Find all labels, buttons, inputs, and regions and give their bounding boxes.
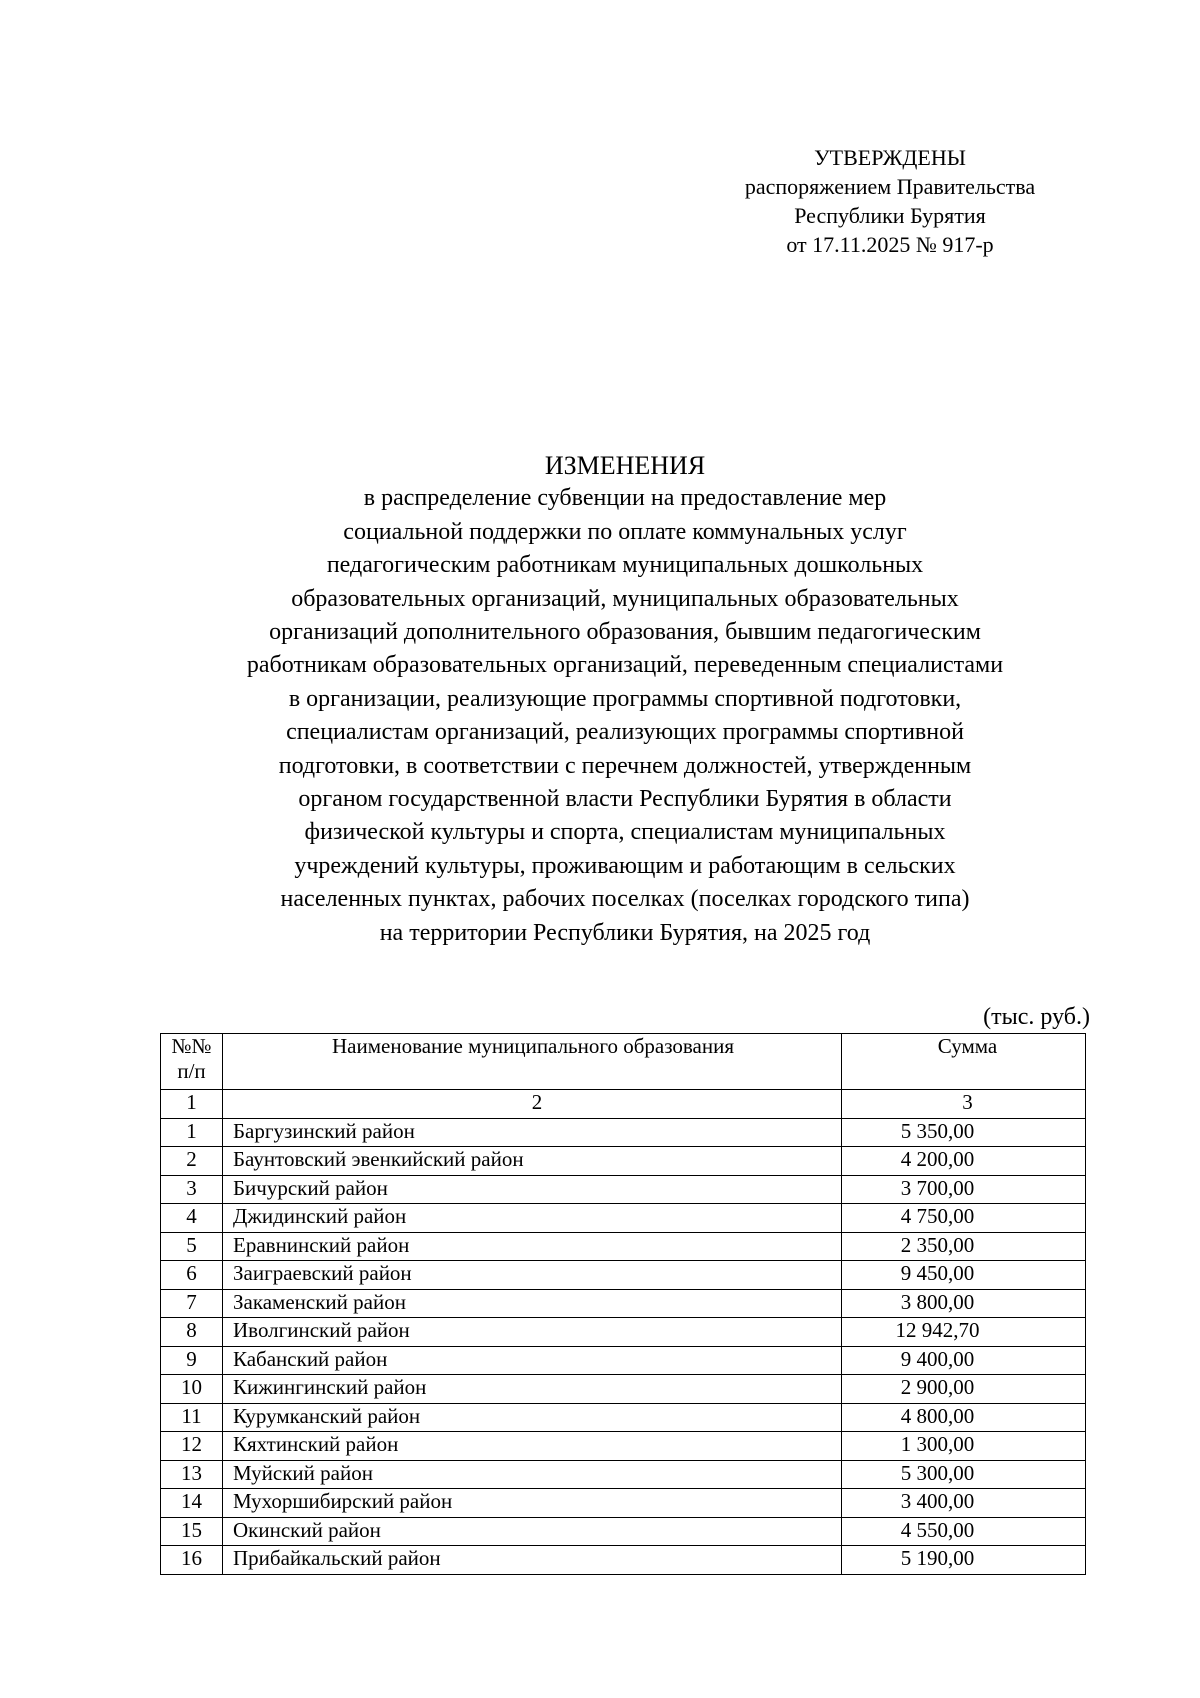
row-sum: 3 800,00 xyxy=(842,1289,1086,1318)
row-sum: 2 900,00 xyxy=(842,1375,1086,1404)
table-row xyxy=(161,1489,1086,1518)
title-line: на территории Республики Бурятия, на 2025 год xyxy=(379,919,871,946)
title-line: населенных пунктах, рабочих поселках (поселках городского типа) xyxy=(280,886,970,913)
row-number: 13 xyxy=(161,1460,223,1489)
row-number: 2 xyxy=(161,1147,223,1176)
row-sum: 5 350,00 xyxy=(842,1118,1086,1147)
row-number: 14 xyxy=(161,1489,223,1518)
row-municipality: Бичурский район xyxy=(223,1175,842,1204)
row-number: 4 xyxy=(161,1204,223,1233)
table-row xyxy=(161,1546,1086,1575)
title-line: образовательных организаций, муниципальных образовательных xyxy=(291,585,959,612)
row-number: 9 xyxy=(161,1346,223,1375)
column-index: 2 xyxy=(223,1090,842,1119)
row-municipality: Кяхтинский район xyxy=(223,1432,842,1461)
row-municipality: Кабанский район xyxy=(223,1346,842,1375)
row-number: 3 xyxy=(161,1175,223,1204)
title-line: в распределение субвенции на предоставление мер xyxy=(363,485,887,512)
table-header-row xyxy=(161,1034,1086,1090)
table-row xyxy=(161,1232,1086,1261)
row-sum: 9 400,00 xyxy=(842,1346,1086,1375)
row-sum: 5 190,00 xyxy=(842,1546,1086,1575)
table-row xyxy=(161,1204,1086,1233)
units-label: (тыс. руб.) xyxy=(983,1004,1090,1030)
title-line: в организации, реализующие программы спортивной подготовки, xyxy=(288,685,962,712)
title-line: физической культуры и спорта, специалистам муниципальных xyxy=(304,819,946,846)
row-sum: 4 800,00 xyxy=(842,1403,1086,1432)
row-municipality: Окинский район xyxy=(223,1517,842,1546)
row-number: 16 xyxy=(161,1546,223,1575)
column-index-row xyxy=(161,1090,1086,1119)
table-row xyxy=(161,1118,1086,1147)
row-municipality: Мухоршибирский район xyxy=(223,1489,842,1518)
row-number: 6 xyxy=(161,1261,223,1290)
title-line: подготовки, в соответствии с перечнем должностей, утвержденным xyxy=(278,752,972,779)
table-row xyxy=(161,1346,1086,1375)
table-row xyxy=(161,1517,1086,1546)
row-sum: 3 700,00 xyxy=(842,1175,1086,1204)
header-number-line1: №№ xyxy=(171,1034,212,1058)
row-number: 8 xyxy=(161,1318,223,1347)
row-number: 12 xyxy=(161,1432,223,1461)
header-number xyxy=(161,1034,223,1090)
row-municipality: Кижингинский район xyxy=(223,1375,842,1404)
header-name: Наименование муниципального образования xyxy=(223,1034,842,1090)
row-municipality: Прибайкальский район xyxy=(223,1546,842,1575)
row-sum: 2 350,00 xyxy=(842,1232,1086,1261)
document-heading: ИЗМЕНЕНИЯ xyxy=(544,451,706,480)
row-number: 11 xyxy=(161,1403,223,1432)
row-number: 5 xyxy=(161,1232,223,1261)
row-municipality: Иволгинский район xyxy=(223,1318,842,1347)
table-row xyxy=(161,1432,1086,1461)
row-municipality: Еравнинский район xyxy=(223,1232,842,1261)
row-number: 10 xyxy=(161,1375,223,1404)
header-number-line2: п/п xyxy=(177,1059,206,1083)
row-sum: 12 942,70 xyxy=(842,1318,1086,1347)
row-sum: 4 750,00 xyxy=(842,1204,1086,1233)
table-row xyxy=(161,1261,1086,1290)
column-index: 3 xyxy=(842,1090,1086,1119)
distribution-table xyxy=(160,1033,1086,1575)
title-line: педагогическим работникам муниципальных дошкольных xyxy=(326,552,924,579)
row-municipality: Закаменский район xyxy=(223,1289,842,1318)
table-row xyxy=(161,1403,1086,1432)
row-number: 15 xyxy=(161,1517,223,1546)
document-title xyxy=(100,449,1150,950)
table-row xyxy=(161,1375,1086,1404)
table-row xyxy=(161,1318,1086,1347)
row-sum: 1 300,00 xyxy=(842,1432,1086,1461)
row-municipality: Джидинский район xyxy=(223,1204,842,1233)
title-line: социальной поддержки по оплате коммунальных услуг xyxy=(343,518,907,545)
column-index: 1 xyxy=(161,1090,223,1119)
row-municipality: Баунтовский эвенкийский район xyxy=(223,1147,842,1176)
table-row xyxy=(161,1147,1086,1176)
row-municipality: Заиграевский район xyxy=(223,1261,842,1290)
row-number: 1 xyxy=(161,1118,223,1147)
table-row xyxy=(161,1289,1086,1318)
approval-republic: Республики Бурятия xyxy=(794,203,986,228)
approval-date-number: от 17.11.2025 № 917-р xyxy=(786,232,994,257)
row-number: 7 xyxy=(161,1289,223,1318)
row-sum: 5 300,00 xyxy=(842,1460,1086,1489)
row-sum: 4 550,00 xyxy=(842,1517,1086,1546)
title-line: организаций дополнительного образования, бывшим педагогическим xyxy=(269,619,981,646)
approval-authority: распоряжением Правительства xyxy=(744,174,1036,199)
title-line: органом государственной власти Республики Бурятия в области xyxy=(298,786,952,813)
row-municipality: Курумканский район xyxy=(223,1403,842,1432)
row-municipality: Муйский район xyxy=(223,1460,842,1489)
row-sum: 3 400,00 xyxy=(842,1489,1086,1518)
title-line: работникам образовательных организаций, переведенным специалистами xyxy=(246,652,1004,679)
approval-title: УТВЕРЖДЕНЫ xyxy=(814,145,966,170)
title-line: учреждений культуры, проживающим и работающим в сельских xyxy=(294,852,956,879)
header-sum: Сумма xyxy=(842,1034,1086,1090)
row-sum: 9 450,00 xyxy=(842,1261,1086,1290)
row-sum: 4 200,00 xyxy=(842,1147,1086,1176)
approval-stamp-block xyxy=(700,143,1080,259)
row-municipality: Баргузинский район xyxy=(223,1118,842,1147)
table-row xyxy=(161,1460,1086,1489)
title-line: специалистам организаций, реализующих программы спортивной xyxy=(286,719,964,746)
table-row xyxy=(161,1175,1086,1204)
